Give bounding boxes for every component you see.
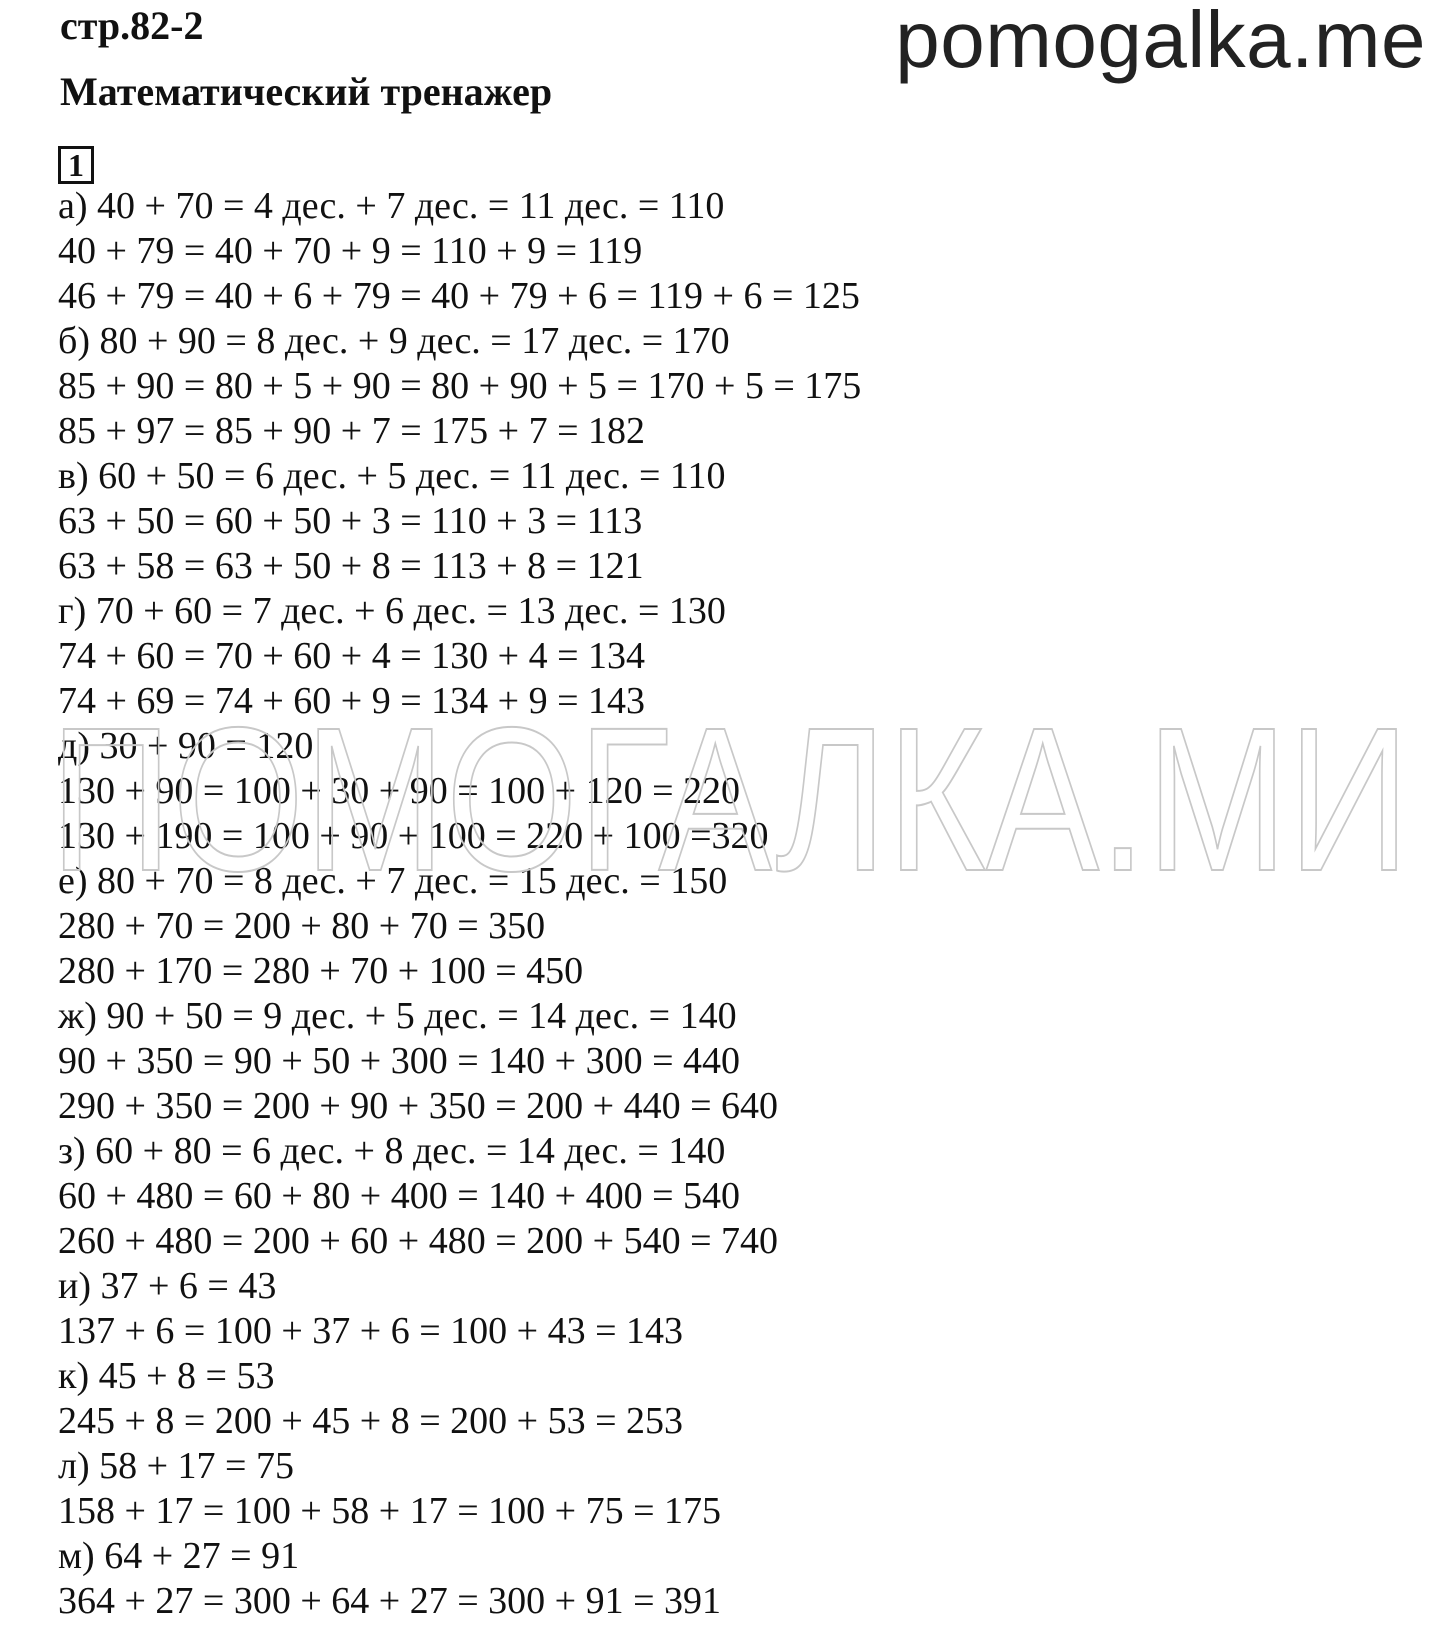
solution-line: в) 60 + 50 = 6 дес. + 5 дес. = 11 дес. = 110 [58,455,726,497]
solution-line: 280 + 170 = 280 + 70 + 100 = 450 [58,950,584,992]
page-reference: стр.82-2 [60,3,204,48]
site-brand-logo: pomogalka.me [895,0,1426,84]
solution-line: 280 + 70 = 200 + 80 + 70 = 350 [58,905,546,947]
watermark-text: ПОМОГАЛКА.МИ [50,700,1410,900]
solution-line: 158 + 17 = 100 + 58 + 17 = 100 + 75 = 175 [58,1490,722,1532]
solution-line: 130 + 90 = 100 + 30 + 90 = 100 + 120 = 220 [58,770,741,812]
solution-line: 74 + 69 = 74 + 60 + 9 = 134 + 9 = 143 [58,680,646,722]
solution-line: 260 + 480 = 200 + 60 + 480 = 200 + 540 = 740 [58,1220,779,1262]
solution-line: г) 70 + 60 = 7 дес. + 6 дес. = 13 дес. = 130 [58,590,726,632]
solution-line: е) 80 + 70 = 8 дес. + 7 дес. = 15 дес. = 150 [58,860,728,902]
solution-line: м) 64 + 27 = 91 [58,1535,300,1577]
solution-line: з) 60 + 80 = 6 дес. + 8 дес. = 14 дес. = 140 [58,1130,726,1172]
solution-line: 46 + 79 = 40 + 6 + 79 = 40 + 79 + 6 = 119 + 6 = 125 [58,275,860,317]
solution-line: д) 30 + 90 = 120 [58,725,314,767]
solution-line: 63 + 58 = 63 + 50 + 8 = 113 + 8 = 121 [58,545,644,587]
solution-line: 245 + 8 = 200 + 45 + 8 = 200 + 53 = 253 [58,1400,684,1442]
exercise-number-badge: 1 [58,146,94,184]
solution-lines [58,184,861,1624]
solution-line: 74 + 60 = 70 + 60 + 4 = 130 + 4 = 134 [58,635,646,677]
solution-line: 85 + 97 = 85 + 90 + 7 = 175 + 7 = 182 [58,410,646,452]
solution-line: л) 58 + 17 = 75 [58,1445,294,1487]
solution-line: 40 + 79 = 40 + 70 + 9 = 110 + 9 = 119 [58,230,643,272]
solution-line: 130 + 190 = 100 + 90 + 100 = 220 + 100 =320 [58,815,769,857]
solution-line: ж) 90 + 50 = 9 дес. + 5 дес. = 14 дес. = 140 [58,995,737,1037]
solution-line: 63 + 50 = 60 + 50 + 3 = 110 + 3 = 113 [58,500,643,542]
solution-line: и) 37 + 6 = 43 [58,1265,277,1307]
solution-line: 364 + 27 = 300 + 64 + 27 = 300 + 91 = 391 [58,1580,722,1622]
solution-line: 137 + 6 = 100 + 37 + 6 = 100 + 43 = 143 [58,1310,684,1352]
solution-line: а) 40 + 70 = 4 дес. + 7 дес. = 11 дес. = 110 [58,185,725,227]
solution-line: 90 + 350 = 90 + 50 + 300 = 140 + 300 = 440 [58,1040,741,1082]
solution-line: б) 80 + 90 = 8 дес. + 9 дес. = 17 дес. = 170 [58,320,730,362]
solution-line: к) 45 + 8 = 53 [58,1355,275,1397]
solution-line: 290 + 350 = 200 + 90 + 350 = 200 + 440 = 640 [58,1085,779,1127]
section-title: Математический тренажер [60,69,553,114]
solution-line: 85 + 90 = 80 + 5 + 90 = 80 + 90 + 5 = 170 + 5 = 175 [58,365,862,407]
solution-line: 60 + 480 = 60 + 80 + 400 = 140 + 400 = 540 [58,1175,741,1217]
